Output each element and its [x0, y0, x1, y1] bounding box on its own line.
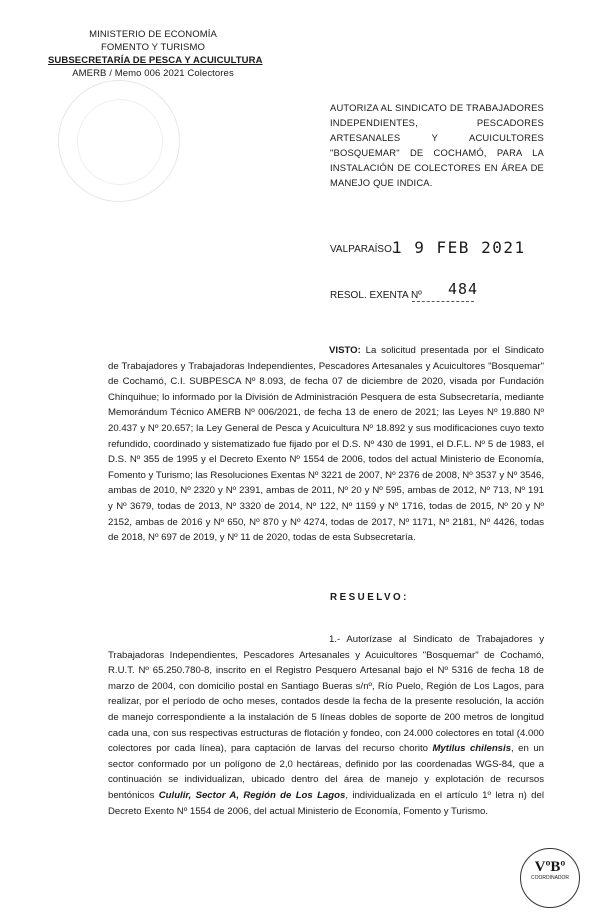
resolution-label: RESOL. EXENTA Nº	[330, 290, 422, 301]
article-1-paragraph	[108, 632, 544, 819]
approval-stamp-caption: COORDINADOR	[530, 875, 570, 881]
article-1-text-c: , individualizada en el artículo 1º letra n) del Decreto Exento Nº 1554 de 2006, del actual Ministerio de Economía, Fomento y Turismo.	[108, 789, 544, 817]
visto-text: La solicitud presentada por el Sindicato de Trabajadores y Trabajadoras Independientes, Pescadores Artesanales y Acuicultores "Bosquemar" de Cochamó, C.I. SUBPESCA Nº 8.093, de fecha 07 de diciembre de 2020, visada por Fundación Chinquihue; lo informado por la División de Administración Pesquera de esta Subsecretaría, mediante Memorándum Técnico AMERB Nº 006/2021, de fecha 13 de enero de 2021; las Leyes Nº 19.880 Nº 20.437 y Nº 20.657; la Ley General de Pesca y Acuicultura Nº 18.892 y sus modificaciones cuyo texto refundido, coordinado y sistematizado fue fijado por el D.S. Nº 430 de 1991, el D.F.L. Nº 5 de 1983, el D.S. Nº 355 de 1995 y el Decreto Exento Nº 1554 de 2006, todos del actual Ministerio de Economía, Fomento y Turismo; las Resoluciones Exentas Nº 3221 de 2007, Nº 2376 de 2008, Nº 3537 y Nº 3546, ambas de 2010, Nº 2320 y Nº 2391, ambas de 2011, Nº 20 y Nº 595, ambas de 2012, Nº 713, Nº 191 y Nº 3679, todas de 2013, Nº 3320 de 2014, Nº 122, Nº 1159 y Nº 1716, todas de 2015, Nº 20 y Nº 2152, ambas de 2016 y Nº 650, Nº 870 y Nº 4274, todas de 2017, Nº 1171, Nº 2181, Nº 4426, todas de 2018, Nº 697 de 2019, y Nº 11 de 2020, todas de esta Subsecretaría.	[108, 345, 544, 544]
visto-paragraph	[108, 343, 544, 546]
ministry-name: MINISTERIO DE ECONOMÍA	[89, 29, 217, 40]
approval-stamp-mark: VºBº	[534, 859, 566, 875]
species-name: Mytilus chilensis	[432, 743, 512, 755]
subject-summary: AUTORIZA AL SINDICATO DE TRABAJADORES INDEPENDIENTES, PESCADORES ARTESANALES Y ACUICULTORES "BOSQUEMAR" DE COCHAMÓ, PARA LA INSTALACIÓN DE COLECTORES EN ÁREA DE MANEJO QUE INDICA.	[330, 102, 544, 188]
date-stamp: 1 9 FEB 2021	[392, 238, 526, 257]
document-reference: AMERB / Memo 006 2021 Colectores	[72, 68, 234, 79]
sector-name: Cululir, Sector A, Región de Los Lagos	[158, 789, 346, 801]
letterhead	[48, 28, 263, 80]
ministry-subname: FOMENTO Y TURISMO	[101, 42, 205, 53]
resolution-number: 484	[448, 280, 479, 298]
undersecretariat-name: SUBSECRETARÍA DE PESCA Y ACUICULTURA	[48, 55, 263, 66]
faint-seal	[58, 80, 180, 202]
resolution-number-line	[412, 301, 474, 302]
resuelvo-heading: RESUELVO:	[330, 592, 409, 603]
article-1-text-b: , en un sector conformado por un polígono de 2,0 hectáreas, definido por las coordenadas WGS-84, que a continuación se individualizan, ubicado dentro del área de manejo y explotación de recursos bentónicos	[108, 743, 544, 801]
visto-label: VISTO:	[329, 345, 361, 356]
place-label: VALPARAÍSO,	[330, 244, 395, 255]
article-1-text-a: 1.- Autorízase al Sindicato de Trabajadores y Trabajadoras Independientes, Pescadores Artesanales y Acuicultores "Bosquemar" de Cochamó, R.U.T. Nº 65.250.780-8, inscrito en el Registro Pesquero Artesanal bajo el Nº 5316 de fecha 18 de marzo de 2004, con domicilio postal en Santiago Bueras s/nº, Río Puelo, Región de Los Lagos, para realizar, por el período de ocho meses, contados desde la fecha de la presente resolución, la acción de manejo correspondiente a la instalación de 5 líneas dobles de soporte de 200 metros de longitud cada una, con sus respectivas estructuras de flotación y fondeo, con 24.000 colectores en total (4.000 colectores por cada línea), para captación de larvas del recurso chorito	[108, 634, 544, 755]
approval-stamp	[520, 848, 580, 908]
